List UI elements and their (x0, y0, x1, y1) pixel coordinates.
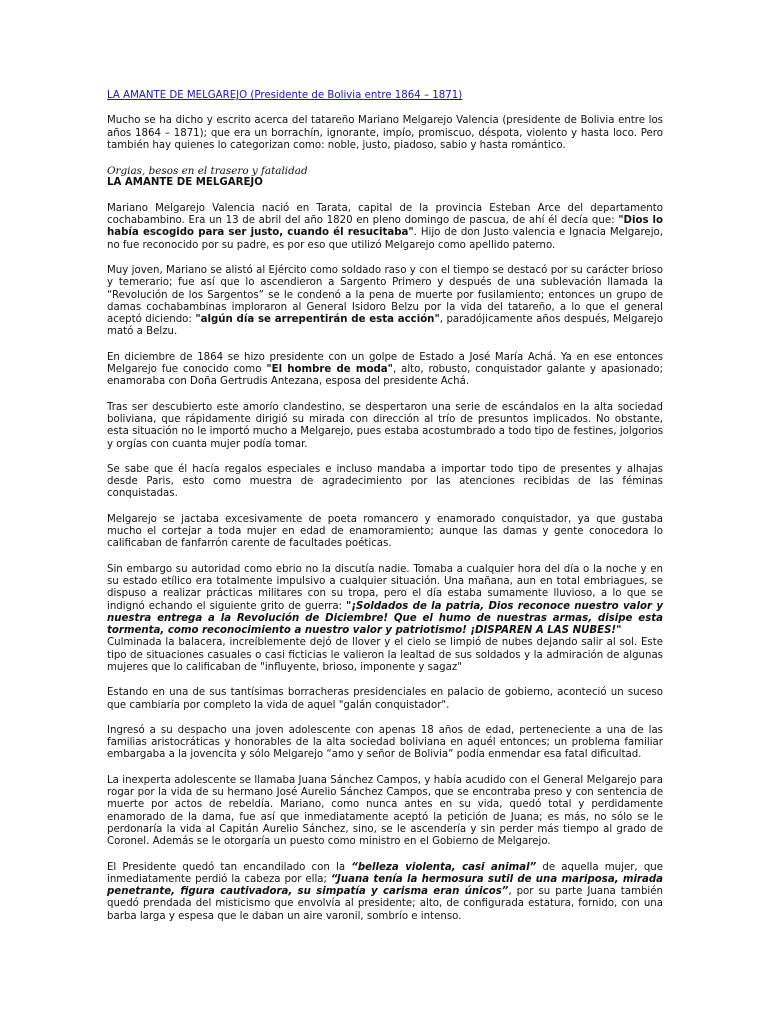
paragraph-army (107, 265, 663, 339)
quote: "El hombre de moda" (266, 364, 393, 376)
quote: "¡Soldados de la patria, Dios reconoce nuestro valor y nuestra entrega a la Revolución de Diciembre! Que el humo de nuestras armas, disipe esta tormenta, como reconocimiento a nuestro valor y patriotismo! ¡DISPAREN A LAS NUBES!" (107, 600, 663, 637)
paragraph-text: El Presidente quedó tan encandilado con la (107, 861, 346, 873)
paragraph-enchanted (107, 862, 663, 923)
paragraph-text: . Hijo de don Justo valencia e Ignacia Melgarejo, no fue reconocido por su padre, es por eso que utilizó Melgarejo como apellido paterno. (107, 227, 663, 251)
quote: “Juana tenía la hermosura sutil de una mariposa, mirada penetrante, figura cautivadora, su simpatía y carisma eran únicos” (107, 873, 663, 898)
section-header (107, 165, 663, 190)
paragraph-text: Muy joven, Mariano se alistó al Ejército como soldado raso y con el tiempo se destacó por su carácter brioso y temerario; fue así que lo ascendieron a Sargento Primero y después de una sublevación llamada la “Revolución de los Sargentos” se le condenó a la pena de muerte por fusilamiento; entonces un grupo de damas cochabambinas imploraron al General Isidoro Belzu por la vida del tatareño, a lo que el general aceptó diciendo: (107, 264, 663, 326)
subtitle: Orgias, besos en el trasero y fatalidad (107, 165, 308, 178)
quote: "Dios lo había escogido para ser justo, cuando él resucitaba" (107, 215, 664, 239)
paragraph-text: , alto, robusto, conquistador galante y apasionado; enamoraba con Doña Gertrudis Antezana, esposa del presidente Achá. (107, 364, 663, 388)
paragraph-event: Estando en una de sus tantísimas borracheras presidenciales en palacio de gobierno, aconteció un suceso que cambiaría por completo la vida de aquel "galán conquistador". (107, 687, 663, 711)
section-heading: LA AMANTE DE MELGAREJO (107, 177, 263, 189)
paragraph-poet: Melgarejo se jactaba excesivamente de poeta romancero y enamorado conquistador, ya que gustaba mucho el cortejar a toda mujer en edad de enamoramiento; aunque las damas y gente conocedora lo calificaban de fanfarrón carente de facultades poéticas. (107, 513, 663, 550)
paragraph-text: de aquella mujer, que inmediatamente perdió la cabeza por ella; (107, 861, 664, 885)
quote: “belleza violenta, casi animal” (351, 861, 537, 873)
paragraph-text: En diciembre de 1864 se hizo presidente con un golpe de Estado a José María Achá. Ya en ese entonces Melgarejo fue conocido como (107, 351, 663, 376)
intro-paragraph: Mucho se ha dicho y escrito acerca del tatareño Mariano Melgarejo Valencia (presidente de Bolivia entre los años 1864 – 1871); que era un borrachín, ignorante, impío, promiscuo, déspota, violento y hasta loco. Pero también hay quienes lo categorizan como: noble, justo, piadoso, sabio y hasta romántico. (107, 115, 663, 151)
paragraph-presidency (107, 352, 663, 389)
paragraph-text: , paradójicamente años después, Melgarejo mató a Belzu. (107, 314, 663, 338)
paragraph-text: Culminada la balacera, increíblemente dejó de llover y el cielo se limpió de nubes dejando salir al sol. Este tipo de situaciones casuales o casi ficticias le valieron la lealtad de sus soldados y la admiración de algunas mujeres que lo calificaban de "influyente, brioso, imponente y sagaz" (107, 637, 663, 673)
paragraph-text: Sin embargo su autoridad como ebrio no la discutía nadie. Tomaba a cualquier hora del día o la noche y en su estado etílico era totalmente impulsivo a cualquier situación. Una mañana, aun en total embriagues, se dispuso a realizar prácticas militares con su tropa, pero el día estaba sumamente lluvioso, a lo que se indignó echando el siguiente grito de guerra: (107, 563, 663, 612)
document-page (107, 90, 663, 923)
paragraph-text: Mariano Melgarejo Valencia nació en Tarata, capital de la provincia Esteban Arce del departamento cochabambino. Era un 13 de abril del año 1820 en pleno domingo de pascua, de ahí él decía que: (107, 202, 663, 227)
paragraph-scandal: Tras ser descubierto este amorío clandestino, se despertaron una serie de escándalos en la alta sociedad boliviana, que rápidamente dirigió su mirada con dirección al trío de presuntos implicados. No obstante, esta situación no le importó mucho a Melgarejo, pues estaba acostumbrado a todo tipo de festines, jolgorios y orgías con cuanta mujer podía tomar. (107, 401, 663, 450)
paragraph-gifts: Se sabe que él hacía regalos especiales e incluso mandaba a importar todo tipo de presentes y alhajas desde Paris, esto como muestra de agradecimiento por las atenciones recibidas de las féminas conquistadas. (107, 463, 663, 500)
title-link[interactable]: LA AMANTE DE MELGAREJO (Presidente de Bolivia entre 1864 – 1871) (107, 90, 463, 101)
paragraph-rain (107, 564, 663, 675)
paragraph-birth (107, 203, 663, 252)
quote: "algún día se arrepentirán de esta acción" (195, 314, 440, 326)
paragraph-text: , por su parte Juana también quedó prendada del misticismo que envolvía al presidente; alto, de configurada estatura, fornido, con una barba larga y espesa que le daban un aire varonil, sombrío e intenso. (107, 886, 663, 922)
paragraph-juana: La inexperta adolescente se llamaba Juana Sánchez Campos, y había acudido con el General Melgarejo para rogar por la vida de su hermano José Aurelio Sánchez Campos, que se encontraba preso y con sentencia de muerte por actos de rebeldía. Mariano, como nunca antes en su vida, quedó total y perdidamente enamorado de la dama, fue así que inmediatamente aceptó la petición de Juana; es más, no sólo se le perdonaría la vida al Capitán Aurelio Sánchez, sino, se le ascendería y sin perder más tiempo al grado de Coronel. Además se le otorgaría un puesto como ministro en el Gobierno de Melgarejo. (107, 774, 663, 848)
paragraph-visitor: Ingresó a su despacho una joven adolescente con apenas 18 años de edad, perteneciente a una de las familias aristocráticas y honorables de la alta sociedad boliviana en aquél entonces; un problema familiar embargaba a la jovencita y sólo Melgarejo “amo y señor de Bolivia” podía enmendar esa fatal dificultad. (107, 724, 663, 761)
